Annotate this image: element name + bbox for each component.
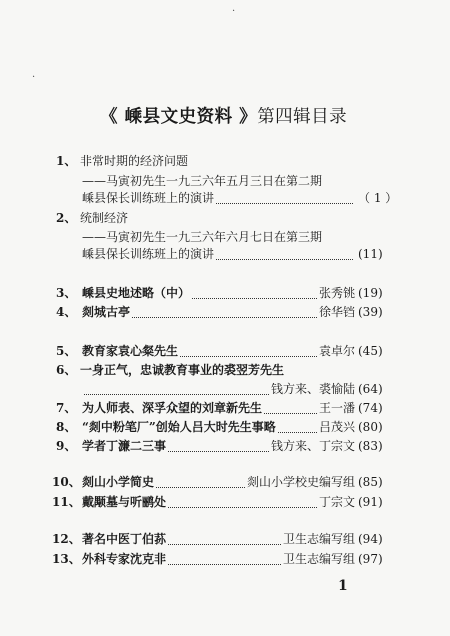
toc-entry-title: 学者丁濂二三事 [82,439,167,453]
toc-entry-page: (39) [358,305,383,319]
toc-entry-title: 教育家袁心粲先生 [82,344,179,358]
toc-entry-author: 张秀铫 [318,286,355,300]
toc-entry-author: 王一潘 [318,401,355,415]
leader-dots [168,553,281,565]
toc-title-tail: 第四辑目录 [257,107,348,127]
toc-entry [0,245,450,263]
toc-entry-title: 为人师表、深孚众望的刘章新先生 [82,401,263,415]
toc-entry [0,189,450,207]
leader-dots [84,383,269,395]
toc-entry-author: 丁宗文 [318,495,355,509]
toc-entry-page: (11) [358,247,383,261]
toc-entry-author: 钱方来、裘愉陆 [270,382,355,396]
toc-entry-number: 11、 [52,495,81,509]
toc-entry-title: “剡中粉笔厂”创始人吕大时先生事略 [82,420,276,434]
scan-mark: · [232,6,236,17]
toc-entry-title: 非常时期的经济问题 [80,154,189,168]
toc-entry [0,530,450,548]
toc-entry-title: 一身正气，忠诚教育事业的裘翌芳先生 [80,363,285,377]
toc-entry-author: 吕茂兴 [318,420,355,434]
toc-entry-author: 剡山小学校史编写组 [246,475,355,489]
page-number: 1 [338,578,348,594]
toc-entry [0,209,450,227]
toc-entry-title: 戴颙墓与听鹂处 [82,495,167,509]
toc-entry-page: (64) [358,382,383,396]
toc-entry-author: 袁卓尔 [318,344,355,358]
leader-dots [216,248,353,260]
toc-entry [0,399,450,417]
toc-entry-title: 剡城古亭 [82,305,131,319]
toc-entry-page: (45) [358,344,383,358]
leader-dots [168,496,317,508]
toc-entry-page: (83) [358,439,383,453]
toc-entry [0,342,450,360]
toc-entry-author: 卫生志编写组 [282,532,355,546]
toc-entry-page: (94) [358,532,383,546]
toc-entry-author: 钱方来、丁宗文 [270,439,355,453]
toc-entry-title: 剡山小学简史 [82,475,155,489]
toc-entry-page: (91) [358,495,383,509]
toc-entry [0,228,450,246]
toc-entry [0,152,450,170]
toc-entry-title: ——马寅初先生一九三六年六月七日在第三期 [82,230,323,244]
leader-dots [168,440,269,452]
toc-entry-author: 卫生志编写组 [282,552,355,566]
toc-entry-number: 12、 [52,532,81,546]
leader-dots [168,533,281,545]
toc-entry-page: (80) [358,420,383,434]
toc-entry-title: 嵊县保长训练班上的演讲 [82,247,215,261]
toc-entry-number: 2、 [56,211,77,225]
toc-entry-page: (97) [358,552,383,566]
toc-title-main: 《 嵊县文史资料 》 [100,107,258,127]
toc-entry-page: （ 1 ） [358,191,398,205]
leader-dots [180,345,317,357]
toc-entry-number: 7、 [56,401,77,415]
toc-entry-number: 1、 [56,154,77,168]
leader-dots [192,287,317,299]
toc-entry-number: 9、 [56,439,77,453]
toc-entry-title: 外科专家沈克非 [82,552,167,566]
toc-entry-title: ——马寅初先生一九三六年五月三日在第二期 [82,174,323,188]
toc-entry-page: (19) [358,286,383,300]
toc-entry-number: 6、 [56,363,77,377]
toc-entry [0,303,450,321]
toc-entry [0,418,450,436]
toc-entry [0,493,450,511]
toc-entry-number: 10、 [52,475,81,489]
toc-entry-title: 嵊县史地述略（中） [82,286,191,300]
toc-entry-title: 嵊县保长训练班上的演讲 [82,191,215,205]
toc-entry [0,473,450,491]
toc-entry [0,284,450,302]
leader-dots [132,306,317,318]
toc-entry-number: 5、 [56,344,77,358]
toc-entry-number: 8、 [56,420,77,434]
toc-entry [0,550,450,568]
leader-dots [216,192,353,204]
toc-entry [0,380,450,398]
toc-entry [0,437,450,455]
toc-entry-title: 著名中医丁伯荪 [82,532,167,546]
toc-entry-title: 统制经济 [80,211,129,225]
toc-entry-number: 4、 [56,305,77,319]
scan-mark: · [32,72,36,83]
toc-entry [0,172,450,190]
toc-entry-author: 徐华铛 [318,305,355,319]
leader-dots [156,476,245,488]
toc-entry-number: 13、 [52,552,81,566]
toc-entry-number: 3、 [56,286,77,300]
leader-dots [264,402,317,414]
toc-title [100,103,347,128]
toc-entry [0,361,450,379]
toc-entry-page: (74) [358,401,383,415]
toc-entry-page: (85) [358,475,383,489]
leader-dots [278,421,317,433]
